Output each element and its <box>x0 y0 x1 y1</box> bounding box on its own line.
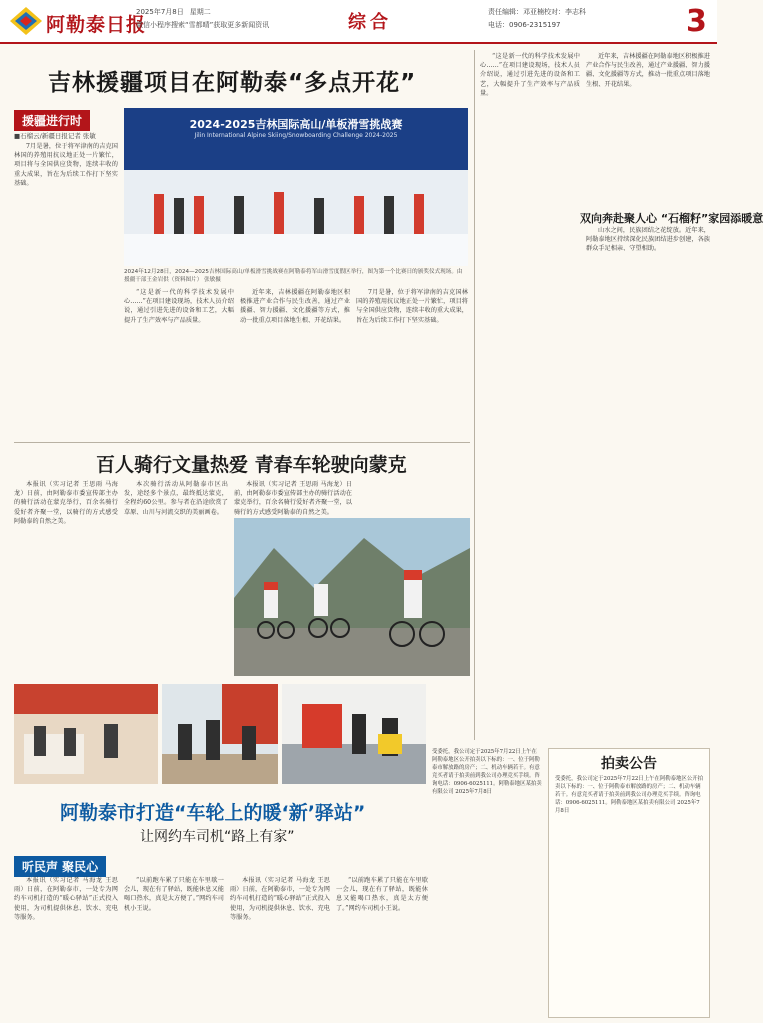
story1-headline: 吉林援疆项目在阿勒泰“多点开花” <box>48 70 417 96</box>
story3-headline: 阿勒泰市打造“车轮上的暖‘新’驿站” <box>60 802 366 824</box>
story2-column-3: 本报讯（实习记者 王思雨 马海龙）日前，由阿勒泰市委宣传部主办的骑行活动在蒙克举行，百余名骑行爱好者齐聚一堂，以骑行的方式感受阿勒泰的自然之美。 <box>234 481 352 516</box>
story3-column-2: “以前跑车累了只能在车里歇一会儿，现在有了驿站，既能休息又能喝口热水，真是太方便了。”网约车司机小王说。 <box>124 877 224 912</box>
station-photo-1 <box>14 684 158 784</box>
story3-column-3: 本报讯（实习记者 马海龙 王思雨）日前，在阿勒泰市，一处专为网约车司机打造的“暖心驿站”正式投入使用，为司机提供休息、饮水、充电等服务。 <box>230 877 330 921</box>
editor-credit: 责任编辑：邓亚楠 <box>488 8 544 16</box>
right-column-1: “这是新一代的科学技术发展中心……”在项目建设现场，技术人员介绍说，通过引进先进的设备和工艺，大幅提升了生产效率与产品质量。 <box>480 53 580 97</box>
notice-body: 受委托，我公司定于2025年7月22日上午在阿勒泰地区公开拍卖以下标的：一、位于阿勒泰市解放路的房产；二、机动车辆若干。有意竞买者请于拍卖前到我公司办理竞买手续。咨询电话：0906-6025111。阿勒泰地区某拍卖有限公司 2025年7月8日 <box>555 776 703 814</box>
page-number: 3 <box>686 4 707 39</box>
story1-column-4: 7月是暑，位于将军津南的吉克国林国的养殖用抗议地正处一片繁忙，项目将与全国供应货物，连续丰收的重大成果，旨在为后续工作打下坚实基础。 <box>356 289 468 324</box>
masthead-meta-right <box>488 6 586 32</box>
story4-body: 山水之间，民族团结之花绽放。近年来，阿勒泰地区持续深化民族团结进步创建，各族群众手足相亲、守望相助。 <box>586 227 710 253</box>
story2-top-rule <box>14 442 470 443</box>
section-title: 综合 <box>348 12 392 33</box>
station-photo-2 <box>162 684 278 784</box>
story1-column-3: 近年来，吉林援疆在阿勒泰地区积极推进产业合作与民生改善，通过产业援疆、智力援疆、文化援疆等方式，推动一批重点项目落地生根、开花结果。 <box>240 289 350 324</box>
story1-tag: 援疆进行时 <box>14 110 90 131</box>
story2-headline: 百人骑行文量热爱 青春车轮驶向蒙克 <box>96 454 407 476</box>
masthead-subline: 微信小程序搜索“雪都晴”获取更多新闻资讯 <box>136 21 270 29</box>
notice-title: 拍卖公告 <box>601 756 657 772</box>
story3-tag: 听民声 聚民心 <box>14 856 106 877</box>
story2-column-1: 本报讯（实习记者 王思雨 马海龙）日前，由阿勒泰市委宣传部主办的骑行活动在蒙克举行，百余名骑行爱好者齐聚一堂，以骑行的方式感受阿勒泰的自然之美。 <box>14 481 118 525</box>
masthead-meta <box>136 6 269 32</box>
proof-credit: 校对：李志科 <box>544 8 586 16</box>
issue-weekday: 星期二 <box>189 8 211 16</box>
station-photo-3 <box>282 684 426 784</box>
column-divider <box>474 50 475 740</box>
story2-column-2: 本次骑行活动从阿勒泰市区出发，途经多个景点，最终抵达蒙克，全程约60公里。参与者在沿途欣赏了草原、山川与河流交织的美丽画卷。 <box>124 481 228 516</box>
story1-column-1: 7月是暑，位于将军津南的吉克国林国的养殖用抗议地正处一片繁忙，项目将与全国供应货物，连续丰收的重大成果，旨在为后续工作打下坚实基础。 <box>14 143 118 187</box>
photo-banner-text: 2024-2025吉林国际高山/单板滑雪挑战赛 <box>189 118 403 131</box>
notice-list: 受委托，我公司定于2025年7月22日上午在阿勒泰地区公开拍卖以下标的：一、位于阿勒泰市解放路的房产；二、机动车辆若干。有意竞买者请于拍卖前到我公司办理竞买手续。咨询电话：0906-6025111。阿勒泰地区某拍卖有限公司 2025年7月8日 <box>432 749 542 795</box>
story1-byline: ■石榴云/新疆日报记者 张敏 <box>14 132 96 140</box>
story3-subheadline: 让网约车司机“路上有家” <box>140 829 295 845</box>
cycling-photo <box>234 518 470 676</box>
masthead <box>0 0 717 44</box>
contact-phone: 电话：0906-2315197 <box>488 21 561 29</box>
story4-headline: 双向奔赴聚人心 “石榴籽”家园添暖意 <box>580 212 763 225</box>
story1-caption: 2024年12月28日，2024—2025吉林国际高山/单板滑雪挑战赛在阿勒泰将军山滑雪度假区举行，图为第一个比赛日的颁奖仪式现场。由援疆干部王金岩供（资料图片） 张敏摄 <box>124 269 463 283</box>
newspaper-logo <box>8 6 44 36</box>
photo-banner-text-en: Jilin International Alpine Skiing/Snowboarding Challenge 2024-2025 <box>194 132 398 139</box>
right-column-2: 近年来，吉林援疆在阿勒泰地区积极推进产业合作与民生改善，通过产业援疆、智力援疆、文化援疆等方式，推动一批重点项目落地生根、开花结果。 <box>586 53 710 88</box>
story3-column-1: 本报讯（实习记者 马海龙 王思雨）日前，在阿勒泰市，一处专为网约车司机打造的“暖心驿站”正式投入使用，为司机提供休息、饮水、充电等服务。 <box>14 877 118 921</box>
story3-column-4: “以前跑车累了只能在车里歇一会儿，现在有了驿站，既能休息又能喝口热水，真是太方便了。”网约车司机小王说。 <box>336 877 428 912</box>
paper-name: 阿勒泰日报 <box>46 14 147 36</box>
story1-column-2: “这是新一代的科学技术发展中心……”在项目建设现场，技术人员介绍说，通过引进先进的设备和工艺，大幅提升了生产效率与产品质量。 <box>124 289 234 324</box>
auction-notice <box>548 748 710 1018</box>
issue-date: 2025年7月8日 <box>136 8 184 16</box>
